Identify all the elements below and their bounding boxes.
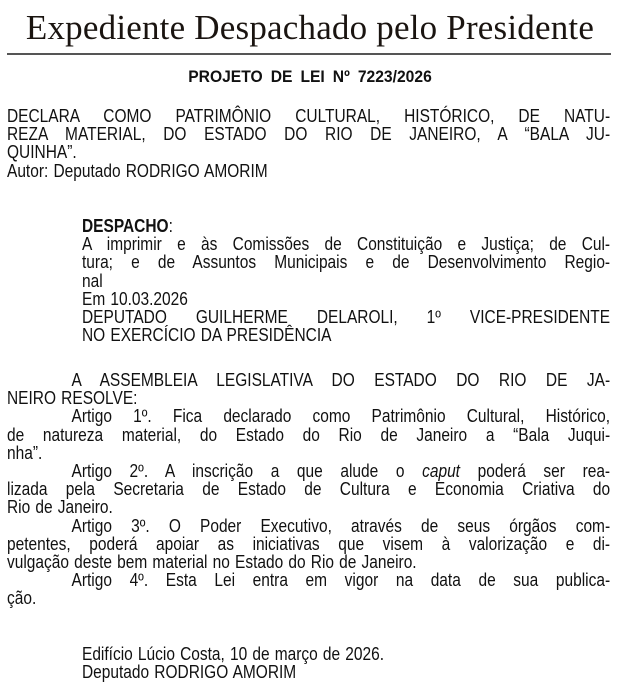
despacho-signer: NO EXERCÍCIO DA PRESIDÊNCIA <box>82 325 332 346</box>
summary-line: QUINHA”. <box>7 142 77 163</box>
article-4-line: ção. <box>7 588 37 609</box>
article-3-line: petentes, poderá apoiar as iniciativas que visem à valorização e di- <box>7 533 611 554</box>
signature-block <box>82 645 610 681</box>
title-divider <box>7 53 611 55</box>
despacho-line: A imprimir e às Comissões de Constituição e Justiça; de Cul- <box>82 234 611 255</box>
article-1-line: de natureza material, do Estado do Rio de Janeiro a “Bala Juqui- <box>7 424 611 445</box>
caput-term: caput <box>422 461 460 482</box>
article-4-line: Artigo 4º. Esta Lei entra em vigor na data de sua publica- <box>71 570 611 591</box>
summary-line: REZA MATERIAL, DO ESTADO DO RIO DE JANEIRO, A “BALA JU- <box>7 124 611 145</box>
despacho-block <box>82 217 610 344</box>
despacho-line: tura; e de Assuntos Municipais e de Desenvolvimento Regio- <box>82 252 611 273</box>
resolve-line: NEIRO RESOLVE: <box>7 388 138 409</box>
section-title: Expediente Despachado pelo Presidente <box>25 8 595 47</box>
article-1-line: nha”. <box>7 442 43 463</box>
article-2-line: Rio de Janeiro. <box>7 497 113 518</box>
signature-place-date: Edifício Lúcio Costa, 10 de março de 2026. <box>82 644 385 664</box>
signature-author: Deputado RODRIGO AMORIM <box>82 662 297 683</box>
article-2-line: lizada pela Secretaria de Estado de Cultura e Economia Criativa do <box>7 479 611 500</box>
despacho-colon: : <box>168 216 173 236</box>
article-1-line: Artigo 1º. Fica declarado como Patrimônio Cultural, Histórico, <box>71 406 611 427</box>
despacho-signer: DEPUTADO GUILHERME DELAROLI, 1º VICE-PRESIDENTE <box>82 307 611 328</box>
despacho-label: DESPACHO <box>82 216 169 236</box>
resolve-line: A ASSEMBLEIA LEGISLATIVA DO ESTADO DO RIO DE JA- <box>71 370 611 390</box>
article-2-line <box>7 462 610 480</box>
despacho-date: Em 10.03.2026 <box>82 288 188 309</box>
bill-author: Autor: Deputado RODRIGO AMORIM <box>7 160 268 181</box>
article-2-text: Artigo 2º. A inscrição a que alude o <box>71 461 423 482</box>
article-3-line: vulgação deste bem material no Estado do Rio de Janeiro. <box>7 552 417 573</box>
despacho-heading <box>82 217 610 235</box>
despacho-line: nal <box>82 270 103 291</box>
bill-number-heading: PROJETO DE LEI Nº 7223/2026 <box>188 67 432 86</box>
bill-summary <box>7 107 610 180</box>
bill-body <box>7 371 610 608</box>
summary-line: DECLARA COMO PATRIMÔNIO CULTURAL, HISTÓRICO, DE NATU- <box>7 106 611 126</box>
article-3-line: Artigo 3º. O Poder Executivo, através de seus órgãos com- <box>71 515 611 536</box>
article-2-text: poderá ser rea- <box>459 461 611 482</box>
